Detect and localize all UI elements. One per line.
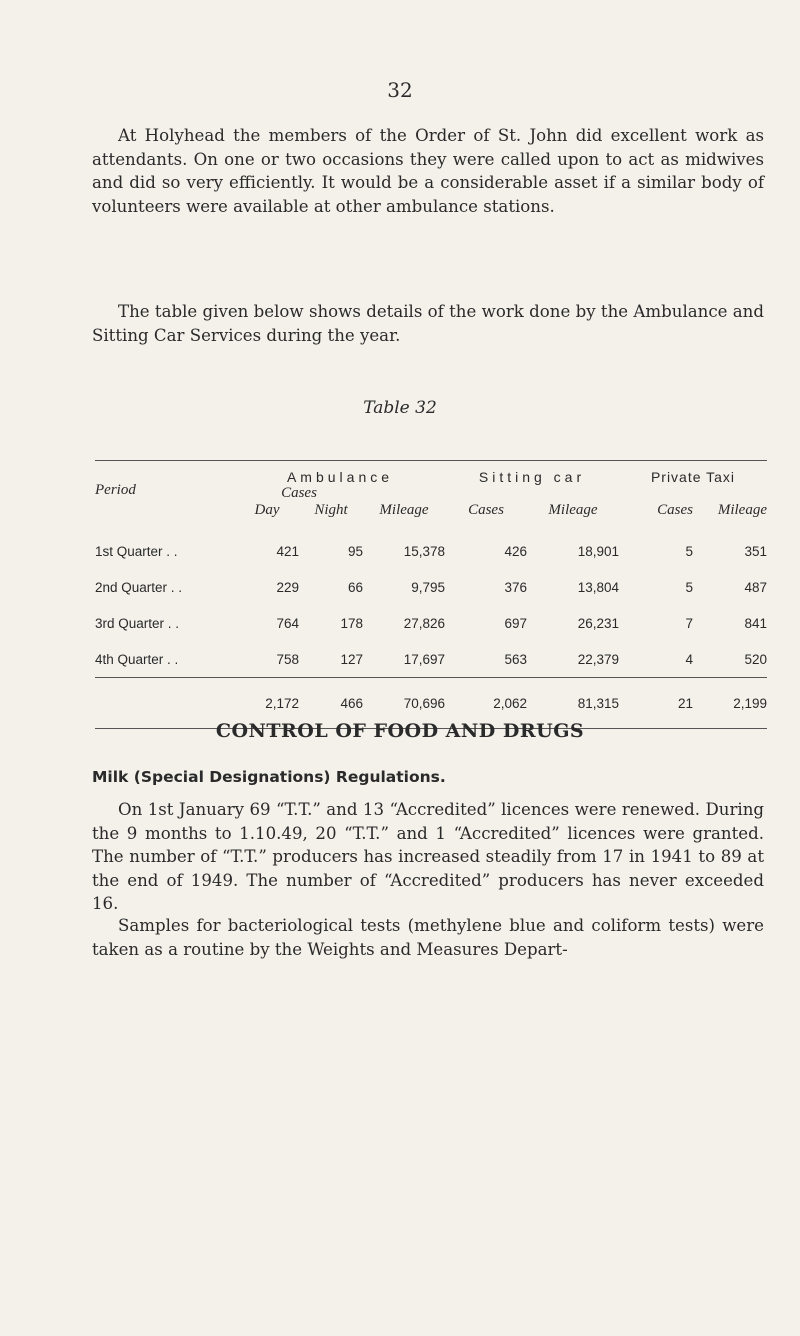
private-taxi-cases-cell: 5 <box>685 579 693 595</box>
ambulance-group-header: Ambulance <box>286 469 394 485</box>
sitting-car-mileage-cell: 22,379 <box>577 651 619 667</box>
period-header: Period <box>95 481 136 498</box>
total-day-cell: 2,172 <box>235 678 299 729</box>
ambulance-services-table <box>95 460 767 729</box>
private-taxi-mileage-header: Mileage <box>717 502 767 518</box>
total-mileage-cell: 70,696 <box>363 678 445 729</box>
total-private-taxi-cases-cell: 21 <box>619 678 693 729</box>
mileage-cell: 17,697 <box>403 651 445 667</box>
private-taxi-mileage-cell: 487 <box>744 579 767 595</box>
sub-heading: Milk (Special Designations) Regulations. <box>92 768 446 786</box>
private-taxi-cases-cell: 4 <box>685 651 693 667</box>
day-header: Day <box>254 502 280 518</box>
sitting-car-mileage-cell: 26,231 <box>577 615 619 631</box>
sitting-car-cases-cell: 426 <box>504 543 527 559</box>
paragraph-table-intro: The table given below shows details of the work done by the Ambulance and Sitting Car Services during the year. <box>92 302 764 345</box>
table-row <box>95 569 767 605</box>
sitting-car-cases-cell: 697 <box>504 615 527 631</box>
day-cell: 758 <box>276 651 299 667</box>
private-taxi-cases-header: Cases <box>657 502 693 518</box>
paragraph-licences: On 1st January 69 “T.T.” and 13 “Accredited” licences were renewed. During the 9 months to 1.10.49, 20 “T.T.” and 1 “Accredited” licences were granted. The number of “T.T.” producers has increased steadily from 17 in 1941 to 89 at the end of 1949. The number of “Accredited” producers has never exceeded 16. <box>92 800 764 913</box>
page-number: 32 <box>387 78 413 102</box>
period-cell: 1st Quarter . . <box>95 543 178 559</box>
night-cell: 178 <box>340 615 363 631</box>
mileage-header: Mileage <box>379 502 429 518</box>
sitting-car-mileage-cell: 18,901 <box>577 543 619 559</box>
total-night-cell: 466 <box>299 678 363 729</box>
day-cell: 421 <box>276 543 299 559</box>
day-cell: 764 <box>276 615 299 631</box>
table-row <box>95 605 767 641</box>
night-cell: 127 <box>340 651 363 667</box>
cases-header: Cases <box>281 485 317 501</box>
mileage-cell: 15,378 <box>403 543 445 559</box>
table-title: Table 32 <box>363 398 437 418</box>
total-private-taxi-mileage-cell: 2,199 <box>693 678 767 729</box>
table-row <box>95 641 767 678</box>
night-cell: 95 <box>347 543 363 559</box>
period-cell: 2nd Quarter . . <box>95 579 183 595</box>
paragraph-holyhead: At Holyhead the members of the Order of St. John did excellent work as attendants. On one or two occasions they were called upon to act as midwives and did so very efficiently. It would be a considerable asset if a similar body of volunteers were available at other ambulance stations. <box>92 126 764 216</box>
paragraph-samples: Samples for bacteriological tests (methylene blue and coliform tests) were taken as a routine by the Weights and Measures Depart- <box>92 916 764 959</box>
total-sitting-car-mileage-cell: 81,315 <box>527 678 619 729</box>
sitting-car-cases-cell: 376 <box>504 579 527 595</box>
mileage-cell: 9,795 <box>411 579 445 595</box>
private-taxi-group-header: Private Taxi <box>650 469 736 485</box>
night-header: Night <box>314 502 348 518</box>
private-taxi-cases-cell: 5 <box>685 543 693 559</box>
private-taxi-mileage-cell: 841 <box>744 615 767 631</box>
private-taxi-cases-cell: 7 <box>685 615 693 631</box>
mileage-cell: 27,826 <box>403 615 445 631</box>
period-cell: 4th Quarter . . <box>95 651 179 667</box>
total-sitting-car-cases-cell: 2,062 <box>445 678 527 729</box>
private-taxi-mileage-cell: 351 <box>744 543 767 559</box>
sitting-car-mileage-cell: 13,804 <box>577 579 619 595</box>
table-row <box>95 519 767 569</box>
section-heading: CONTROL OF FOOD AND DRUGS <box>215 720 585 742</box>
sitting-car-cases-cell: 563 <box>504 651 527 667</box>
night-cell: 66 <box>347 579 363 595</box>
period-cell: 3rd Quarter . . <box>95 615 180 631</box>
sitting-car-mileage-header: Mileage <box>548 502 598 518</box>
day-cell: 229 <box>276 579 299 595</box>
private-taxi-mileage-cell: 520 <box>744 651 767 667</box>
sitting-car-group-header: Sitting car <box>478 469 586 485</box>
sitting-car-cases-header: Cases <box>468 502 504 518</box>
